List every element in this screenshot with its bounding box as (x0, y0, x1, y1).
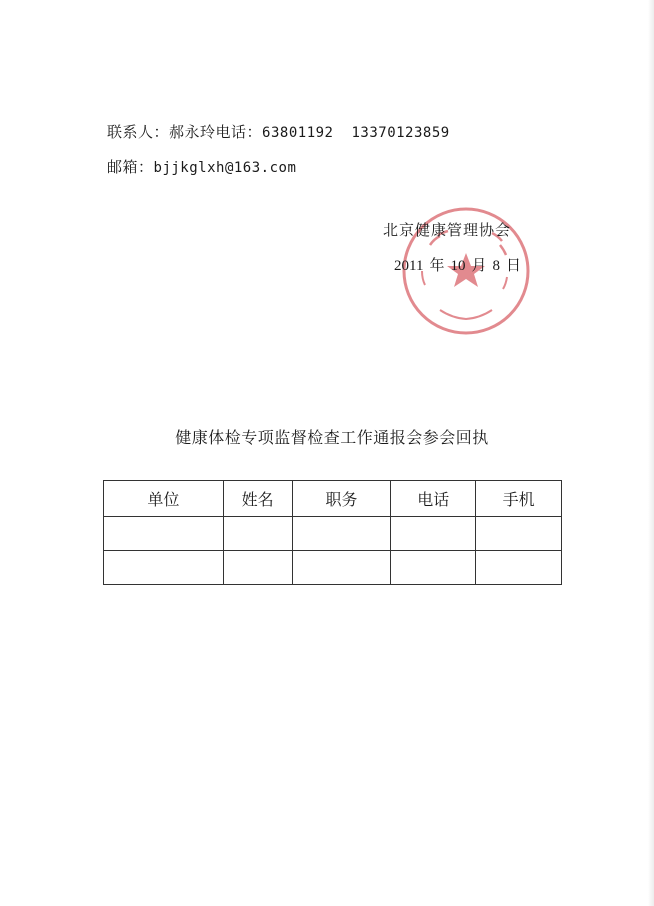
table-row (104, 551, 562, 585)
receipt-form-title: 健康体检专项监督检查工作通报会参会回执 (175, 428, 489, 447)
table-row (104, 517, 562, 551)
column-header-name: 姓名 (223, 481, 292, 517)
table-cell[interactable] (223, 551, 292, 585)
table-cell[interactable] (391, 517, 476, 551)
contact-line (107, 121, 450, 142)
phone-label: 电话： (215, 123, 263, 141)
table-cell[interactable] (292, 517, 391, 551)
issuing-organization: 北京健康管理协会 (383, 221, 512, 239)
date-year-unit: 年 (429, 256, 445, 274)
date-month-unit: 月 (471, 256, 487, 274)
date-day: 8 (492, 258, 500, 274)
email-label: 邮箱： (107, 158, 154, 176)
issue-date (394, 254, 521, 275)
phone-number-landline: 63801192 (262, 125, 334, 141)
table-cell[interactable] (223, 517, 292, 551)
table-cell[interactable] (104, 517, 224, 551)
column-header-position: 职务 (292, 481, 391, 517)
date-day-unit: 日 (505, 256, 521, 274)
email-address: bjjkglxh@163.com (153, 160, 297, 176)
table-cell[interactable] (476, 517, 562, 551)
page-edge-shadow (648, 0, 654, 906)
table-header-row (104, 481, 562, 517)
column-header-phone: 电话 (391, 481, 476, 517)
attendance-receipt-table (103, 480, 562, 585)
table-cell[interactable] (391, 551, 476, 585)
contact-name: 郝永玲 (169, 123, 216, 141)
email-line (107, 156, 296, 177)
date-month: 10 (450, 258, 466, 274)
table-cell[interactable] (104, 551, 224, 585)
column-header-unit: 单位 (104, 481, 224, 517)
column-header-mobile: 手机 (476, 481, 562, 517)
table-cell[interactable] (476, 551, 562, 585)
contact-label: 联系人： (107, 123, 170, 141)
phone-number-mobile: 13370123859 (351, 125, 450, 141)
date-year: 2011 (394, 258, 424, 274)
table-cell[interactable] (292, 551, 391, 585)
